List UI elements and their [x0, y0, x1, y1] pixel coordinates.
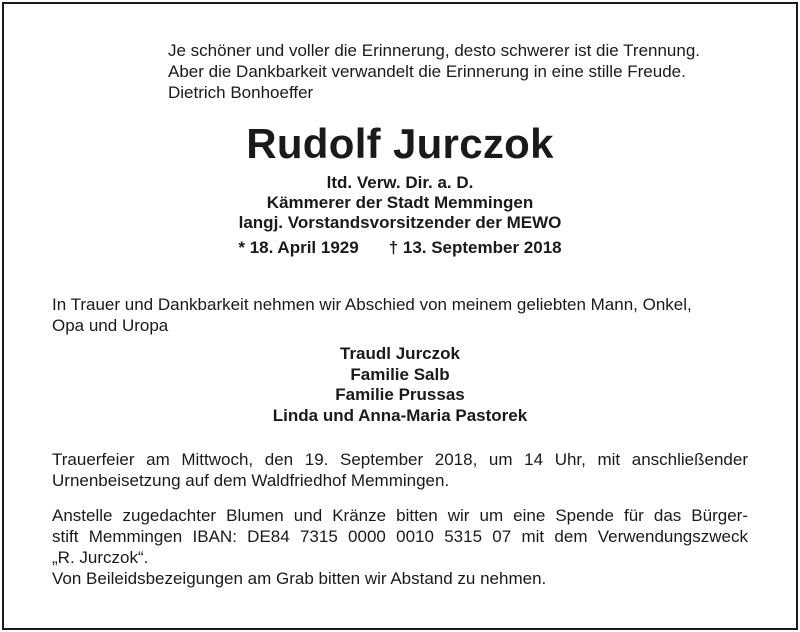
- birth-date: * 18. April 1929: [238, 238, 359, 257]
- deceased-title: Kämmerer der Stadt Memmingen: [266, 193, 534, 212]
- deceased-titles: [0, 173, 800, 233]
- funeral-info: [52, 449, 748, 491]
- donation-line: „R. Jurczok“.: [52, 548, 149, 567]
- mourner-name: Familie Prussas: [335, 385, 465, 404]
- quote-line: Aber die Dankbarkeit verwandelt die Erinnerung in eine stille Freude.: [168, 62, 686, 81]
- life-dates: [0, 237, 800, 259]
- mourner-name: Traudl Jurczok: [340, 344, 460, 363]
- farewell-line: In Trauer und Dankbarkeit nehmen wir Abschied von meinem geliebten Mann, Onkel,: [52, 295, 692, 314]
- mourner-name: Linda und Anna-Maria Pastorek: [272, 405, 528, 425]
- mourner-name: Familie Salb: [350, 364, 450, 384]
- farewell-line: Opa und Uropa: [52, 316, 169, 335]
- donation-line: stift Memmingen IBAN: DE84 7315 0000 0010 5315 07 mit dem Verwendungszweck: [52, 527, 748, 546]
- quote-author: Dietrich Bonhoeffer: [168, 83, 314, 102]
- death-date: † 13. September 2018: [388, 238, 562, 257]
- farewell-text: [52, 294, 752, 336]
- mourners-list: [0, 344, 800, 426]
- deceased-title: ltd. Verw. Dir. a. D.: [326, 173, 474, 192]
- donation-line: Anstelle zugedachter Blumen und Kränze bitten wir um eine Spende für das Bürger-: [52, 506, 748, 525]
- funeral-line: Urnenbeisetzung auf dem Waldfriedhof Memmingen.: [52, 471, 450, 490]
- quote-line: Je schöner und voller die Erinnerung, desto schwerer ist die Trennung.: [168, 41, 701, 60]
- deceased-name: Rudolf Jurczok: [246, 120, 554, 167]
- donation-info: [52, 505, 748, 568]
- deceased-title: langj. Vorstandsvorsitzender der MEWO: [238, 213, 562, 232]
- condolence-note: Von Beileidsbezeigungen am Grab bitten wir Abstand zu nehmen.: [52, 569, 547, 588]
- funeral-line: Trauerfeier am Mittwoch, den 19. September 2018, um 14 Uhr, mit anschließender: [52, 450, 748, 469]
- memorial-quote: [168, 40, 700, 103]
